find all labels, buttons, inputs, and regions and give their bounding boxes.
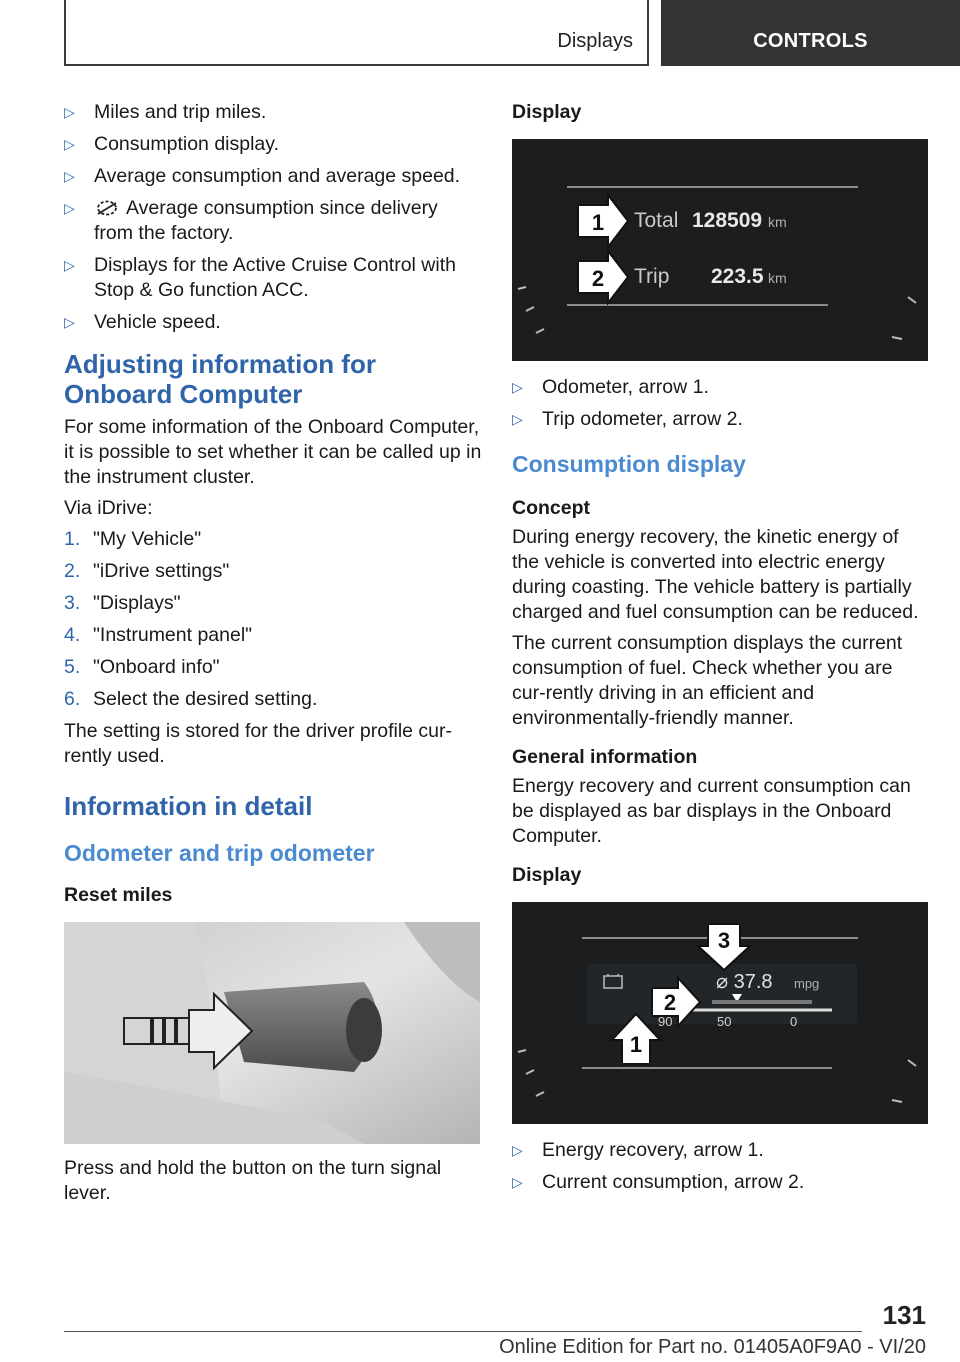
list-item: ▷ Average consumption since delivery from the factory. — [64, 197, 438, 244]
consumption-heading: Consumption display — [512, 451, 746, 477]
triangle-bullet-icon: ▷ — [64, 168, 75, 184]
list-item: ▷ Odometer, arrow 1. — [512, 376, 709, 398]
svg-text:90: 90 — [658, 1014, 673, 1029]
eco-leaf-icon — [94, 199, 122, 217]
triangle-bullet-icon: ▷ — [512, 411, 523, 427]
svg-text:Trip: Trip — [634, 265, 670, 288]
step-item: 3. "Displays" — [64, 592, 181, 614]
list-item: ▷ Miles and trip miles. — [64, 101, 267, 123]
detail-heading: Information in detail — [64, 791, 313, 821]
concept-paragraph-2: The current consumption displays the current consumption of fuel. Check whether you are cur‐rently driving in an efficient and environmentally-friendly manner. — [512, 632, 903, 729]
consumption-display-image — [512, 902, 928, 1124]
svg-text:1: 1 — [629, 1032, 643, 1057]
triangle-bullet-icon: ▷ — [512, 1174, 523, 1190]
svg-text:223.5: 223.5 — [711, 265, 764, 288]
triangle-bullet-icon: ▷ — [64, 136, 75, 152]
stored-text: The setting is stored for the driver profile cur‐rently used. — [64, 720, 452, 767]
edition-text: Online Edition for Part no. 01405A0F9A0 - VI/20 — [499, 1336, 926, 1358]
svg-text:50: 50 — [717, 1014, 732, 1029]
reset-miles-heading: Reset miles — [64, 884, 173, 906]
display-heading-2: Display — [512, 864, 582, 886]
press-text: Press and hold the button on the turn signal lever. — [64, 1157, 442, 1204]
svg-text:⌀ 37.8: ⌀ 37.8 — [716, 971, 773, 993]
triangle-bullet-icon: ▷ — [512, 379, 523, 395]
svg-text:1: 1 — [591, 210, 605, 235]
step-item: 4. "Instrument panel" — [64, 624, 253, 646]
svg-text:km: km — [768, 214, 787, 230]
list-item: ▷ Trip odometer, arrow 2. — [512, 408, 743, 430]
svg-text:3: 3 — [717, 928, 731, 953]
right-column — [512, 100, 928, 1202]
display-heading-1: Display — [512, 101, 582, 123]
turn-signal-lever-image — [64, 922, 482, 1144]
header-section-box — [64, 0, 649, 66]
list-item: ▷ Displays for the Active Cruise Control with Stop & Go function ACC. — [64, 254, 456, 301]
page-number: 131 — [882, 1300, 926, 1330]
concept-paragraph-1: During energy recovery, the kinetic energy of the vehicle is converted into electric energy during coasting. The vehicle battery is partially charged and fuel consumption can be reduced. — [512, 526, 919, 623]
list-item: ▷ Average consumption and average speed. — [64, 165, 461, 187]
onboard-info-list — [64, 100, 482, 335]
svg-text:128509: 128509 — [692, 209, 763, 232]
svg-text:0: 0 — [790, 1014, 798, 1029]
via-idrive-text: Via iDrive: — [64, 497, 153, 519]
triangle-bullet-icon: ▷ — [64, 200, 75, 216]
steps-list — [64, 527, 482, 712]
svg-text:2: 2 — [663, 990, 677, 1015]
step-item: 5. "Onboard info" — [64, 656, 220, 678]
triangle-bullet-icon: ▷ — [512, 1142, 523, 1158]
chapter-tab — [661, 0, 960, 66]
step-item: 6. Select the desired setting. — [64, 688, 318, 710]
list-item: ▷ Vehicle speed. — [64, 311, 221, 333]
triangle-bullet-icon: ▷ — [64, 314, 75, 330]
triangle-bullet-icon: ▷ — [64, 104, 75, 120]
triangle-bullet-icon: ▷ — [64, 257, 75, 273]
general-info-heading: General information — [512, 746, 698, 768]
list-item: ▷ Consumption display. — [64, 133, 279, 155]
section-title: Displays — [557, 30, 633, 52]
adjust-heading: Adjusting information for Onboard Computer — [64, 349, 376, 409]
chapter-title: CONTROLS — [753, 30, 868, 52]
adjust-text: For some information of the Onboard Computer, it is possible to set whether it can be called up in the instrument cluster. — [64, 416, 482, 488]
consumption-list — [512, 1138, 928, 1195]
svg-text:km: km — [768, 270, 787, 286]
list-item: ▷ Current consumption, arrow 2. — [512, 1171, 805, 1193]
odometer-display-image — [512, 139, 928, 361]
step-item: 2. "iDrive settings" — [64, 560, 230, 582]
svg-text:mpg: mpg — [794, 976, 820, 991]
general-info-paragraph: Energy recovery and current consumption can be displayed as bar displays in the Onboard Computer. — [512, 775, 911, 847]
svg-text:2: 2 — [591, 266, 605, 291]
step-item: 1. "My Vehicle" — [64, 528, 202, 550]
odometer-list — [512, 375, 928, 432]
left-column — [64, 100, 482, 1206]
list-item: ▷ Energy recovery, arrow 1. — [512, 1139, 764, 1161]
odometer-heading: Odometer and trip odometer — [64, 840, 375, 866]
concept-heading: Concept — [512, 497, 590, 519]
svg-text:Total: Total — [634, 209, 679, 232]
footer-divider — [64, 1331, 862, 1332]
